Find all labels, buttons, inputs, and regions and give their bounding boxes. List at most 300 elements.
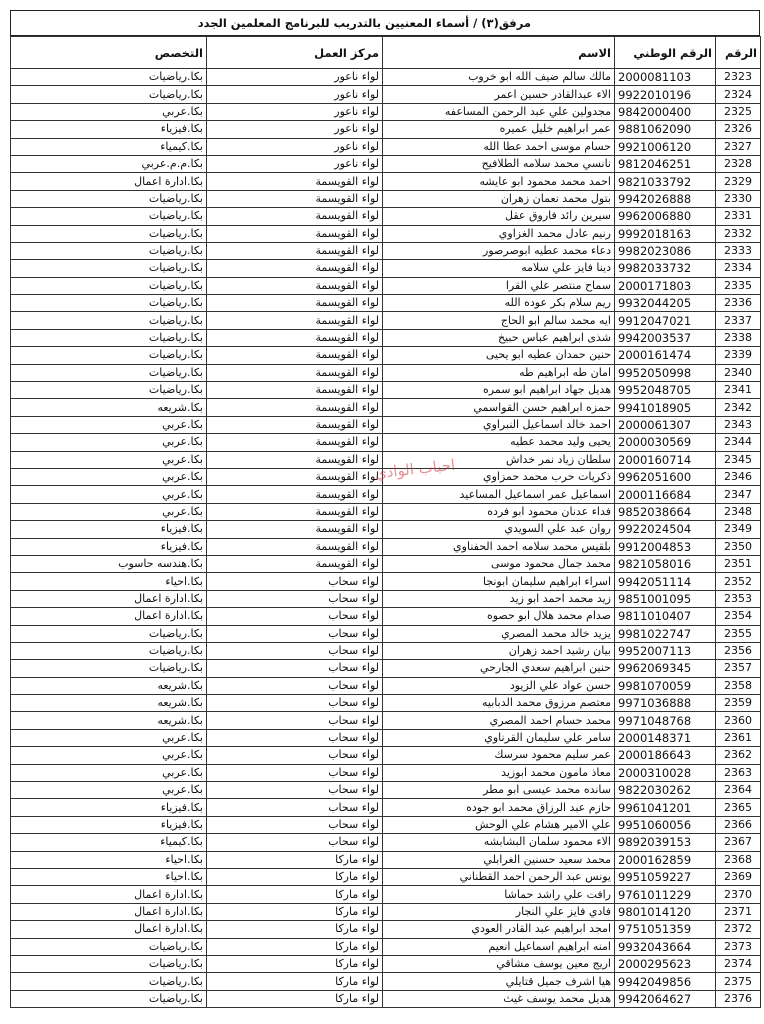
header-work-center: مركز العمل <box>207 37 383 69</box>
cell-national-id: 9842000400 <box>615 103 716 120</box>
cell-work-center: لواء ماركا <box>207 903 383 920</box>
cell-name: سماح منتصر علي القرا <box>383 277 615 294</box>
cell-national-id: 9981070059 <box>615 677 716 694</box>
table-row <box>11 155 761 172</box>
cell-specialization: بكا.عربي <box>11 747 207 764</box>
cell-name: احمد خالد اسماعيل النبراوي <box>383 416 615 433</box>
table-row <box>11 990 761 1007</box>
cell-number: 2327 <box>716 138 761 155</box>
cell-national-id: 2000186643 <box>615 747 716 764</box>
cell-number: 2325 <box>716 103 761 120</box>
cell-work-center: لواء القويسمة <box>207 208 383 225</box>
cell-number: 2336 <box>716 295 761 312</box>
cell-work-center: لواء القويسمة <box>207 468 383 485</box>
cell-name: ذكريات حرب محمد حمزاوي <box>383 468 615 485</box>
cell-specialization: بكا.رياضيات <box>11 625 207 642</box>
cell-specialization: بكا.احياء <box>11 573 207 590</box>
cell-specialization: بكا.رياضيات <box>11 208 207 225</box>
cell-name: رنيم عادل محمد الغزاوي <box>383 225 615 242</box>
cell-specialization: بكا.شريعه <box>11 677 207 694</box>
cell-number: 2348 <box>716 503 761 520</box>
table-row <box>11 468 761 485</box>
table-row <box>11 938 761 955</box>
document-title: مرفق(٣) / أسماء المعنيين بالتدريب للبرنامج المعلمين الجدد <box>10 10 760 36</box>
cell-name: محمد جمال محمود موسى <box>383 555 615 572</box>
cell-specialization: بكا.ادارة اعمال <box>11 903 207 920</box>
cell-specialization: بكا.رياضيات <box>11 938 207 955</box>
cell-work-center: لواء القويسمة <box>207 451 383 468</box>
cell-number: 2354 <box>716 608 761 625</box>
cell-number: 2343 <box>716 416 761 433</box>
cell-specialization: بكا.ادارة اعمال <box>11 608 207 625</box>
cell-name: سيرين رائد فاروق عقل <box>383 208 615 225</box>
cell-name: دعاء محمد عطيه ابوصرصور <box>383 242 615 259</box>
cell-number: 2342 <box>716 399 761 416</box>
cell-work-center: لواء القويسمة <box>207 260 383 277</box>
cell-name: بلقيس محمد سلامه احمد الحفناوي <box>383 538 615 555</box>
cell-name: حنين حمدان عطيه ابو يحيى <box>383 347 615 364</box>
cell-work-center: لواء القويسمة <box>207 486 383 503</box>
table-row <box>11 660 761 677</box>
cell-specialization: بكا.عربي <box>11 434 207 451</box>
cell-number: 2324 <box>716 86 761 103</box>
cell-name: بيان رشيد احمد زهران <box>383 642 615 659</box>
cell-national-id: 9912047021 <box>615 312 716 329</box>
cell-work-center: لواء سحاب <box>207 677 383 694</box>
cell-national-id: 2000171803 <box>615 277 716 294</box>
cell-number: 2372 <box>716 921 761 938</box>
cell-number: 2352 <box>716 573 761 590</box>
cell-name: اريج معين يوسف مشاقي <box>383 955 615 972</box>
header-national-id: الرقم الوطني <box>615 37 716 69</box>
cell-work-center: لواء ماركا <box>207 886 383 903</box>
table-row <box>11 903 761 920</box>
cell-specialization: بكا.رياضيات <box>11 190 207 207</box>
cell-national-id: 9761011229 <box>615 886 716 903</box>
header-specialization: التخصص <box>11 37 207 69</box>
cell-national-id: 9852038664 <box>615 503 716 520</box>
cell-national-id: 9942049856 <box>615 973 716 990</box>
table-row <box>11 295 761 312</box>
cell-number: 2364 <box>716 782 761 799</box>
cell-name: محمد سعيد حسنين الغرابلي <box>383 851 615 868</box>
table-row <box>11 451 761 468</box>
table-row <box>11 364 761 381</box>
cell-national-id: 9922024504 <box>615 521 716 538</box>
cell-work-center: لواء ماركا <box>207 990 383 1007</box>
cell-work-center: لواء ماركا <box>207 921 383 938</box>
table-row <box>11 69 761 86</box>
cell-name: امان طه ابراهيم طه <box>383 364 615 381</box>
table-row <box>11 712 761 729</box>
cell-number: 2340 <box>716 364 761 381</box>
cell-national-id: 9962051600 <box>615 468 716 485</box>
table-header-row <box>11 37 761 69</box>
cell-work-center: لواء سحاب <box>207 782 383 799</box>
cell-work-center: لواء القويسمة <box>207 416 383 433</box>
cell-work-center: لواء القويسمة <box>207 503 383 520</box>
cell-number: 2339 <box>716 347 761 364</box>
cell-name: هيا اشرف جميل قتايلي <box>383 973 615 990</box>
cell-number: 2344 <box>716 434 761 451</box>
cell-specialization: بكا.رياضيات <box>11 295 207 312</box>
cell-number: 2349 <box>716 521 761 538</box>
cell-work-center: لواء القويسمة <box>207 295 383 312</box>
cell-name: يحيى وليد محمد عطيه <box>383 434 615 451</box>
table-row <box>11 921 761 938</box>
cell-number: 2323 <box>716 69 761 86</box>
cell-name: سلطان زياد نمر خداش <box>383 451 615 468</box>
cell-national-id: 2000148371 <box>615 729 716 746</box>
table-row <box>11 416 761 433</box>
cell-number: 2326 <box>716 121 761 138</box>
cell-specialization: بكا.فيزياء <box>11 816 207 833</box>
cell-name: مالك سالم ضيف الله ابو خروب <box>383 69 615 86</box>
cell-work-center: لواء القويسمة <box>207 190 383 207</box>
cell-name: مجدولين علي عبد الرحمن المساعفه <box>383 103 615 120</box>
cell-number: 2335 <box>716 277 761 294</box>
cell-national-id: 9961041201 <box>615 799 716 816</box>
cell-national-id: 9851001095 <box>615 590 716 607</box>
cell-specialization: بكا.ادارة اعمال <box>11 590 207 607</box>
table-row <box>11 695 761 712</box>
cell-name: الاء عبدالقادر حسين اعمر <box>383 86 615 103</box>
cell-number: 2371 <box>716 903 761 920</box>
cell-name: اسماعيل عمر اسماعيل المساعيد <box>383 486 615 503</box>
table-row <box>11 729 761 746</box>
header-name: الاسم <box>383 37 615 69</box>
table-row <box>11 486 761 503</box>
cell-work-center: لواء سحاب <box>207 573 383 590</box>
cell-national-id: 9942064627 <box>615 990 716 1007</box>
cell-work-center: لواء ناعور <box>207 103 383 120</box>
cell-national-id: 2000081103 <box>615 69 716 86</box>
cell-national-id: 9801014120 <box>615 903 716 920</box>
cell-name: احمد محمد محمود ابو عايشه <box>383 173 615 190</box>
cell-name: سانده محمد عيسى ابو مطر <box>383 782 615 799</box>
cell-specialization: بكا.فيزياء <box>11 538 207 555</box>
cell-work-center: لواء القويسمة <box>207 555 383 572</box>
cell-specialization: بكا.عربي <box>11 764 207 781</box>
cell-specialization: بكا.شريعه <box>11 695 207 712</box>
cell-work-center: لواء سحاب <box>207 590 383 607</box>
cell-number: 2337 <box>716 312 761 329</box>
cell-number: 2347 <box>716 486 761 503</box>
cell-name: دينا فايز علي سلامه <box>383 260 615 277</box>
cell-specialization: بكا.م.م.عربي <box>11 155 207 172</box>
cell-number: 2341 <box>716 382 761 399</box>
cell-national-id: 9812046251 <box>615 155 716 172</box>
cell-specialization: بكا.شريعه <box>11 399 207 416</box>
cell-national-id: 2000160714 <box>615 451 716 468</box>
cell-national-id: 9992018163 <box>615 225 716 242</box>
cell-specialization: بكا.رياضيات <box>11 86 207 103</box>
watermark-text: احباب الوادي <box>374 455 456 483</box>
cell-national-id: 9932044205 <box>615 295 716 312</box>
cell-number: 2373 <box>716 938 761 955</box>
table-row <box>11 173 761 190</box>
cell-work-center: لواء القويسمة <box>207 173 383 190</box>
cell-name: معاذ مامون محمد ابوزيد <box>383 764 615 781</box>
cell-name: حمزه ابراهيم حسن القواسمي <box>383 399 615 416</box>
cell-national-id: 9952050998 <box>615 364 716 381</box>
cell-name: شذى ابراهيم عباس حبيخ <box>383 329 615 346</box>
cell-work-center: لواء ماركا <box>207 851 383 868</box>
cell-specialization: بكا.كيمياء <box>11 138 207 155</box>
cell-work-center: لواء القويسمة <box>207 312 383 329</box>
cell-national-id: 9922010196 <box>615 86 716 103</box>
cell-specialization: بكا.عربي <box>11 486 207 503</box>
cell-national-id: 9921006120 <box>615 138 716 155</box>
cell-specialization: بكا.رياضيات <box>11 69 207 86</box>
cell-national-id: 9951059227 <box>615 868 716 885</box>
cell-national-id: 9971048768 <box>615 712 716 729</box>
cell-name: ايه محمد سالم ابو الحاج <box>383 312 615 329</box>
cell-specialization: بكا.رياضيات <box>11 990 207 1007</box>
cell-national-id: 9962069345 <box>615 660 716 677</box>
cell-name: هديل محمد يوسف غيث <box>383 990 615 1007</box>
cell-number: 2374 <box>716 955 761 972</box>
table-row <box>11 955 761 972</box>
table-row <box>11 816 761 833</box>
cell-specialization: بكا.رياضيات <box>11 312 207 329</box>
cell-number: 2346 <box>716 468 761 485</box>
table-row <box>11 538 761 555</box>
cell-specialization: بكا.رياضيات <box>11 955 207 972</box>
cell-name: عمر ابراهيم خليل عميره <box>383 121 615 138</box>
cell-national-id: 9981022747 <box>615 625 716 642</box>
cell-number: 2353 <box>716 590 761 607</box>
cell-work-center: لواء القويسمة <box>207 364 383 381</box>
cell-name: محمد حسام احمد المصري <box>383 712 615 729</box>
table-row <box>11 382 761 399</box>
cell-work-center: لواء سحاب <box>207 816 383 833</box>
cell-national-id: 9951060056 <box>615 816 716 833</box>
cell-work-center: لواء سحاب <box>207 729 383 746</box>
table-row <box>11 103 761 120</box>
table-row <box>11 851 761 868</box>
trainees-table <box>10 36 761 1008</box>
cell-work-center: لواء سحاب <box>207 764 383 781</box>
cell-specialization: بكا.فيزياء <box>11 799 207 816</box>
cell-specialization: بكا.رياضيات <box>11 347 207 364</box>
cell-specialization: بكا.رياضيات <box>11 973 207 990</box>
table-row <box>11 799 761 816</box>
cell-number: 2368 <box>716 851 761 868</box>
cell-national-id: 9982033732 <box>615 260 716 277</box>
table-row <box>11 608 761 625</box>
cell-work-center: لواء القويسمة <box>207 399 383 416</box>
cell-number: 2345 <box>716 451 761 468</box>
cell-name: علي الامير هشام علي الوحش <box>383 816 615 833</box>
cell-work-center: لواء القويسمة <box>207 242 383 259</box>
table-row <box>11 868 761 885</box>
cell-specialization: بكا.فيزياء <box>11 521 207 538</box>
cell-specialization: بكا.رياضيات <box>11 329 207 346</box>
table-row <box>11 590 761 607</box>
cell-specialization: بكا.عربي <box>11 103 207 120</box>
cell-work-center: لواء سحاب <box>207 625 383 642</box>
cell-work-center: لواء ناعور <box>207 86 383 103</box>
table-row <box>11 277 761 294</box>
cell-name: رافت علي راشد حماشا <box>383 886 615 903</box>
cell-name: امنه ابراهيم اسماعيل انعيم <box>383 938 615 955</box>
cell-specialization: بكا.رياضيات <box>11 260 207 277</box>
cell-name: حسن عواد علي الزيود <box>383 677 615 694</box>
cell-specialization: بكا.رياضيات <box>11 242 207 259</box>
cell-name: ريم سلام بكر عوده الله <box>383 295 615 312</box>
cell-name: فادي فايز علي النجار <box>383 903 615 920</box>
table-row <box>11 503 761 520</box>
table-row <box>11 625 761 642</box>
cell-work-center: لواء ناعور <box>207 121 383 138</box>
cell-specialization: بكا.عربي <box>11 451 207 468</box>
cell-work-center: لواء القويسمة <box>207 329 383 346</box>
cell-number: 2363 <box>716 764 761 781</box>
cell-number: 2370 <box>716 886 761 903</box>
cell-work-center: لواء ناعور <box>207 155 383 172</box>
cell-number: 2358 <box>716 677 761 694</box>
cell-national-id: 9892039153 <box>615 834 716 851</box>
cell-number: 2328 <box>716 155 761 172</box>
table-row <box>11 138 761 155</box>
table-row <box>11 834 761 851</box>
cell-number: 2330 <box>716 190 761 207</box>
cell-number: 2376 <box>716 990 761 1007</box>
cell-specialization: بكا.فيزياء <box>11 121 207 138</box>
cell-specialization: بكا.رياضيات <box>11 660 207 677</box>
table-row <box>11 86 761 103</box>
table-row <box>11 121 761 138</box>
cell-name: يونس عبد الرحمن احمد القطناني <box>383 868 615 885</box>
cell-name: بتول محمد نعمان زهران <box>383 190 615 207</box>
cell-specialization: بكا.رياضيات <box>11 364 207 381</box>
cell-work-center: لواء ماركا <box>207 868 383 885</box>
cell-national-id: 9751051359 <box>615 921 716 938</box>
table-row <box>11 225 761 242</box>
cell-national-id: 2000162859 <box>615 851 716 868</box>
cell-number: 2333 <box>716 242 761 259</box>
table-row <box>11 555 761 572</box>
table-row <box>11 260 761 277</box>
cell-number: 2375 <box>716 973 761 990</box>
cell-specialization: بكا.رياضيات <box>11 225 207 242</box>
cell-national-id: 9811010407 <box>615 608 716 625</box>
cell-name: زيد محمد احمد ابو زيد <box>383 590 615 607</box>
cell-name: هديل جهاد ابراهيم ابو سمره <box>383 382 615 399</box>
table-row <box>11 782 761 799</box>
cell-number: 2350 <box>716 538 761 555</box>
cell-national-id: 9952048705 <box>615 382 716 399</box>
cell-number: 2332 <box>716 225 761 242</box>
cell-specialization: بكا.شريعه <box>11 712 207 729</box>
cell-work-center: لواء القويسمة <box>207 347 383 364</box>
cell-name: عمر سليم محمود سرسك <box>383 747 615 764</box>
table-row <box>11 573 761 590</box>
cell-name: امجد ابراهيم عبد القادر العودي <box>383 921 615 938</box>
table-row <box>11 329 761 346</box>
cell-name: حنين ابراهيم سعدي الجارحي <box>383 660 615 677</box>
table-row <box>11 886 761 903</box>
cell-number: 2361 <box>716 729 761 746</box>
table-row <box>11 521 761 538</box>
cell-specialization: بكا.رياضيات <box>11 642 207 659</box>
cell-work-center: لواء سحاب <box>207 799 383 816</box>
cell-name: روان عبد علي السويدي <box>383 521 615 538</box>
cell-national-id: 9881062090 <box>615 121 716 138</box>
cell-work-center: لواء سحاب <box>207 695 383 712</box>
cell-national-id: 2000061307 <box>615 416 716 433</box>
cell-specialization: بكا.رياضيات <box>11 382 207 399</box>
cell-name: معتصم مرزوق محمد الدبابيه <box>383 695 615 712</box>
cell-number: 2366 <box>716 816 761 833</box>
cell-name: اسراء ابراهيم سليمان ابونجا <box>383 573 615 590</box>
cell-specialization: بكا.عربي <box>11 729 207 746</box>
cell-national-id: 9942026888 <box>615 190 716 207</box>
cell-work-center: لواء القويسمة <box>207 434 383 451</box>
cell-name: حازم عبد الرزاق محمد ابو جوده <box>383 799 615 816</box>
cell-name: سامر علي سليمان القرناوي <box>383 729 615 746</box>
cell-national-id: 2000161474 <box>615 347 716 364</box>
table-row <box>11 764 761 781</box>
cell-name: الاء محمود سلمان البشابشه <box>383 834 615 851</box>
cell-name: نانسي محمد سلامه الطلافيح <box>383 155 615 172</box>
cell-work-center: لواء ناعور <box>207 69 383 86</box>
cell-number: 2351 <box>716 555 761 572</box>
cell-name: صدام محمد هلال ابو حصوه <box>383 608 615 625</box>
cell-number: 2360 <box>716 712 761 729</box>
document-sheet <box>10 10 760 1008</box>
cell-number: 2331 <box>716 208 761 225</box>
cell-national-id: 9932043664 <box>615 938 716 955</box>
table-row <box>11 347 761 364</box>
table-row <box>11 677 761 694</box>
cell-national-id: 9822030262 <box>615 782 716 799</box>
cell-number: 2357 <box>716 660 761 677</box>
cell-work-center: لواء القويسمة <box>207 277 383 294</box>
table-row <box>11 434 761 451</box>
cell-number: 2362 <box>716 747 761 764</box>
cell-national-id: 9952007113 <box>615 642 716 659</box>
cell-specialization: بكا.عربي <box>11 782 207 799</box>
cell-name: حسام موسى احمد عطا الله <box>383 138 615 155</box>
table-row <box>11 242 761 259</box>
cell-specialization: بكا.احياء <box>11 851 207 868</box>
cell-specialization: بكا.كيمياء <box>11 834 207 851</box>
cell-number: 2369 <box>716 868 761 885</box>
cell-work-center: لواء سحاب <box>207 747 383 764</box>
cell-national-id: 9982023086 <box>615 242 716 259</box>
cell-work-center: لواء ماركا <box>207 973 383 990</box>
cell-specialization: بكا.ادارة اعمال <box>11 173 207 190</box>
cell-specialization: بكا.هندسه حاسوب <box>11 555 207 572</box>
cell-specialization: بكا.عربي <box>11 468 207 485</box>
cell-number: 2334 <box>716 260 761 277</box>
cell-national-id: 2000310028 <box>615 764 716 781</box>
cell-number: 2338 <box>716 329 761 346</box>
cell-specialization: بكا.عربي <box>11 416 207 433</box>
cell-work-center: لواء ماركا <box>207 955 383 972</box>
cell-number: 2367 <box>716 834 761 851</box>
table-row <box>11 642 761 659</box>
cell-number: 2329 <box>716 173 761 190</box>
cell-national-id: 9941018905 <box>615 399 716 416</box>
cell-specialization: بكا.عربي <box>11 503 207 520</box>
cell-number: 2359 <box>716 695 761 712</box>
cell-work-center: لواء سحاب <box>207 834 383 851</box>
cell-work-center: لواء القويسمة <box>207 521 383 538</box>
table-row <box>11 190 761 207</box>
